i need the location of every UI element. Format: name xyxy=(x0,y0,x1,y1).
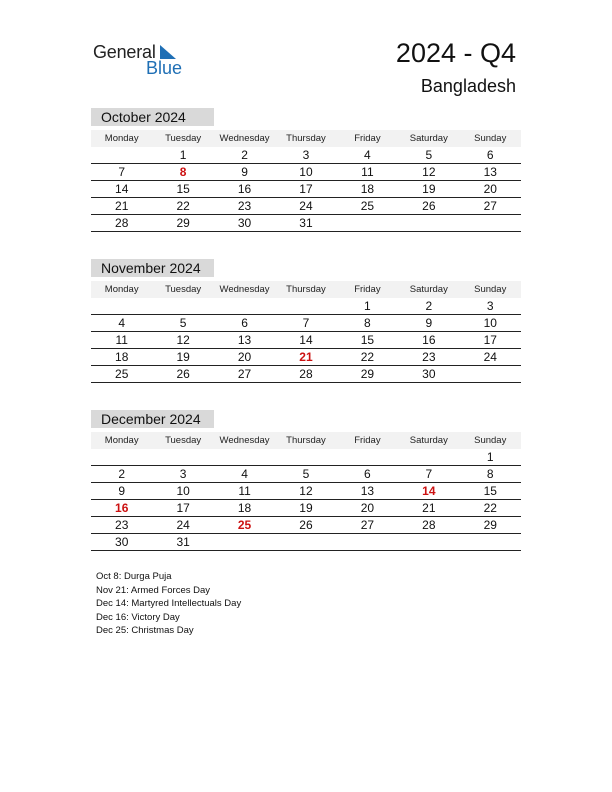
weekday-label: Monday xyxy=(104,435,139,446)
day-cell: 2 xyxy=(118,467,126,481)
day-cell: 13 xyxy=(483,165,497,179)
holiday-note: Dec 14: Martyred Intellectuals Day xyxy=(96,598,242,610)
day-cell: 20 xyxy=(360,501,375,515)
day-cell: 1 xyxy=(364,299,371,313)
day-cell: 16 xyxy=(115,501,129,515)
logo-general-text: General xyxy=(93,42,156,62)
day-cell: 27 xyxy=(360,518,375,532)
empty-day-cell xyxy=(398,215,459,231)
day-cell: 14 xyxy=(115,182,129,196)
weekday-label: Wednesday xyxy=(219,133,270,144)
month-block xyxy=(91,410,521,551)
day-cell: 30 xyxy=(237,216,252,230)
weekday-label: Sunday xyxy=(474,133,507,144)
day-cell: 14 xyxy=(422,484,436,498)
day-cell: 21 xyxy=(299,350,313,364)
weekday-label: Monday xyxy=(104,133,139,144)
day-cell: 5 xyxy=(425,148,433,162)
day-cell: 9 xyxy=(425,316,433,330)
weekday-label: Friday xyxy=(354,284,381,295)
day-cell: 8 xyxy=(364,316,371,330)
day-cell: 11 xyxy=(115,333,128,347)
holiday-note: Oct 8: Durga Puja xyxy=(96,571,172,582)
day-cell: 11 xyxy=(238,484,251,498)
empty-day-cell xyxy=(152,298,213,314)
day-cell: 7 xyxy=(302,316,310,330)
weekday-label: Saturday xyxy=(409,284,448,295)
day-cell: 23 xyxy=(237,199,252,213)
day-cell: 13 xyxy=(360,484,375,498)
week-row xyxy=(91,164,521,181)
day-cell: 21 xyxy=(422,501,436,515)
weekday-label: Friday xyxy=(354,435,381,446)
day-cell: 5 xyxy=(179,316,187,330)
weekday-label: Thursday xyxy=(286,133,326,144)
day-cell: 18 xyxy=(115,350,129,364)
day-cell: 19 xyxy=(299,501,313,515)
day-cell: 10 xyxy=(299,165,313,179)
weekday-label: Friday xyxy=(354,133,381,144)
day-cell: 16 xyxy=(237,182,252,196)
day-cell: 4 xyxy=(241,467,248,481)
day-cell: 20 xyxy=(483,182,497,196)
month-block xyxy=(91,108,521,232)
week-row xyxy=(91,466,521,483)
weekday-label: Tuesday xyxy=(165,435,202,446)
day-cell: 26 xyxy=(176,367,190,381)
day-cell: 3 xyxy=(179,467,187,481)
week-row xyxy=(91,349,521,366)
day-cell: 30 xyxy=(422,367,436,381)
day-cell: 1 xyxy=(486,450,494,464)
weekday-header-row xyxy=(91,130,521,147)
week-row xyxy=(91,366,521,383)
day-cell: 16 xyxy=(422,333,436,347)
day-cell: 28 xyxy=(115,216,129,230)
day-cell: 15 xyxy=(176,182,190,196)
empty-day-cell xyxy=(214,534,275,550)
day-cell: 23 xyxy=(422,350,436,364)
day-cell: 22 xyxy=(483,501,497,515)
day-cell: 29 xyxy=(483,518,497,532)
weekday-header-row xyxy=(91,281,521,298)
empty-day-cell xyxy=(337,215,398,231)
day-cell: 10 xyxy=(176,484,190,498)
day-cell: 22 xyxy=(360,350,375,364)
day-cell: 11 xyxy=(361,165,374,179)
day-cell: 19 xyxy=(176,350,190,364)
day-cell: 17 xyxy=(299,182,313,196)
weekday-label: Sunday xyxy=(474,435,507,446)
weekday-label: Tuesday xyxy=(165,133,202,144)
weekday-label: Sunday xyxy=(474,284,507,295)
day-cell: 6 xyxy=(364,467,371,481)
day-cell: 24 xyxy=(176,518,190,532)
day-cell: 25 xyxy=(360,199,375,213)
empty-day-cell xyxy=(152,449,213,465)
logo-triangle-icon xyxy=(160,45,176,59)
day-cell: 3 xyxy=(302,148,310,162)
weekday-label: Wednesday xyxy=(219,284,270,295)
day-cell: 23 xyxy=(115,518,129,532)
day-cell: 25 xyxy=(237,518,252,532)
day-cell: 19 xyxy=(422,182,436,196)
day-cell: 18 xyxy=(237,501,252,515)
day-cell: 27 xyxy=(237,367,252,381)
day-cell: 9 xyxy=(118,484,126,498)
day-cell: 8 xyxy=(486,467,494,481)
day-cell: 20 xyxy=(237,350,252,364)
day-cell: 8 xyxy=(179,165,187,179)
empty-day-cell xyxy=(91,147,152,163)
week-row xyxy=(91,517,521,534)
weekday-header-row xyxy=(91,432,521,449)
day-cell: 6 xyxy=(241,316,248,330)
day-cell: 26 xyxy=(422,199,436,213)
day-cell: 14 xyxy=(299,333,313,347)
holiday-note: Dec 25: Christmas Day xyxy=(96,625,194,637)
day-cell: 28 xyxy=(422,518,436,532)
generalblue-logo xyxy=(93,40,193,80)
day-cell: 28 xyxy=(299,367,313,381)
day-cell: 4 xyxy=(118,316,126,330)
week-row xyxy=(91,315,521,332)
day-cell: 29 xyxy=(360,367,375,381)
month-block xyxy=(91,259,521,383)
empty-day-cell xyxy=(214,449,275,465)
day-cell: 25 xyxy=(115,367,129,381)
page-title: 2024 - Q4 xyxy=(395,38,516,68)
day-cell: 31 xyxy=(176,535,190,549)
week-row xyxy=(91,534,521,551)
day-cell: 18 xyxy=(360,182,375,196)
empty-day-cell xyxy=(337,534,398,550)
day-cell: 4 xyxy=(364,148,371,162)
day-cell: 26 xyxy=(299,518,313,532)
day-cell: 9 xyxy=(241,165,248,179)
empty-day-cell xyxy=(91,298,152,314)
day-cell: 15 xyxy=(483,484,497,498)
week-row xyxy=(91,215,521,232)
day-cell: 17 xyxy=(483,333,497,347)
empty-day-cell xyxy=(398,534,459,550)
day-cell: 7 xyxy=(118,165,126,179)
day-cell: 6 xyxy=(486,148,494,162)
day-cell: 22 xyxy=(176,199,190,213)
week-row xyxy=(91,298,521,315)
day-cell: 21 xyxy=(115,199,129,213)
day-cell: 10 xyxy=(483,316,497,330)
day-cell: 31 xyxy=(299,216,313,230)
day-cell: 27 xyxy=(483,199,497,213)
day-cell: 7 xyxy=(425,467,433,481)
day-cell: 13 xyxy=(237,333,252,347)
empty-day-cell xyxy=(214,298,275,314)
week-row xyxy=(91,147,521,164)
day-cell: 12 xyxy=(422,165,436,179)
week-row xyxy=(91,198,521,215)
empty-day-cell xyxy=(275,534,336,550)
empty-day-cell xyxy=(398,449,459,465)
holiday-note: Dec 16: Victory Day xyxy=(96,611,180,623)
day-cell: 30 xyxy=(115,535,129,549)
logo-blue-text: Blue xyxy=(146,58,183,78)
empty-day-cell xyxy=(460,215,521,231)
day-cell: 2 xyxy=(425,299,433,313)
day-cell: 17 xyxy=(176,501,190,515)
empty-day-cell xyxy=(275,449,336,465)
weekday-label: Tuesday xyxy=(165,284,202,295)
holiday-note: Nov 21: Armed Forces Day xyxy=(96,584,211,596)
day-cell: 2 xyxy=(241,148,248,162)
day-cell: 5 xyxy=(302,467,310,481)
day-cell: 12 xyxy=(176,333,190,347)
empty-day-cell xyxy=(460,534,521,550)
empty-day-cell xyxy=(337,449,398,465)
day-cell: 12 xyxy=(299,484,313,498)
week-row xyxy=(91,500,521,517)
week-row xyxy=(91,181,521,198)
weekday-label: Saturday xyxy=(409,133,448,144)
day-cell: 3 xyxy=(486,299,494,313)
month-title: November 2024 xyxy=(91,259,214,277)
day-cell: 29 xyxy=(176,216,190,230)
day-cell: 24 xyxy=(483,350,497,364)
month-title: October 2024 xyxy=(91,108,214,126)
holiday-notes xyxy=(96,570,241,638)
day-cell: 1 xyxy=(179,148,187,162)
empty-day-cell xyxy=(91,449,152,465)
week-row xyxy=(91,449,521,466)
weekday-label: Thursday xyxy=(286,435,326,446)
day-cell: 24 xyxy=(299,199,313,213)
week-row xyxy=(91,332,521,349)
day-cell: 15 xyxy=(360,333,375,347)
weekday-label: Saturday xyxy=(409,435,448,446)
week-row xyxy=(91,483,521,500)
weekday-label: Wednesday xyxy=(219,435,270,446)
month-title: December 2024 xyxy=(91,410,214,428)
weekday-label: Monday xyxy=(104,284,139,295)
weekday-label: Thursday xyxy=(286,284,326,295)
empty-day-cell xyxy=(460,366,521,382)
country-name: Bangladesh xyxy=(420,76,516,96)
empty-day-cell xyxy=(275,298,336,314)
